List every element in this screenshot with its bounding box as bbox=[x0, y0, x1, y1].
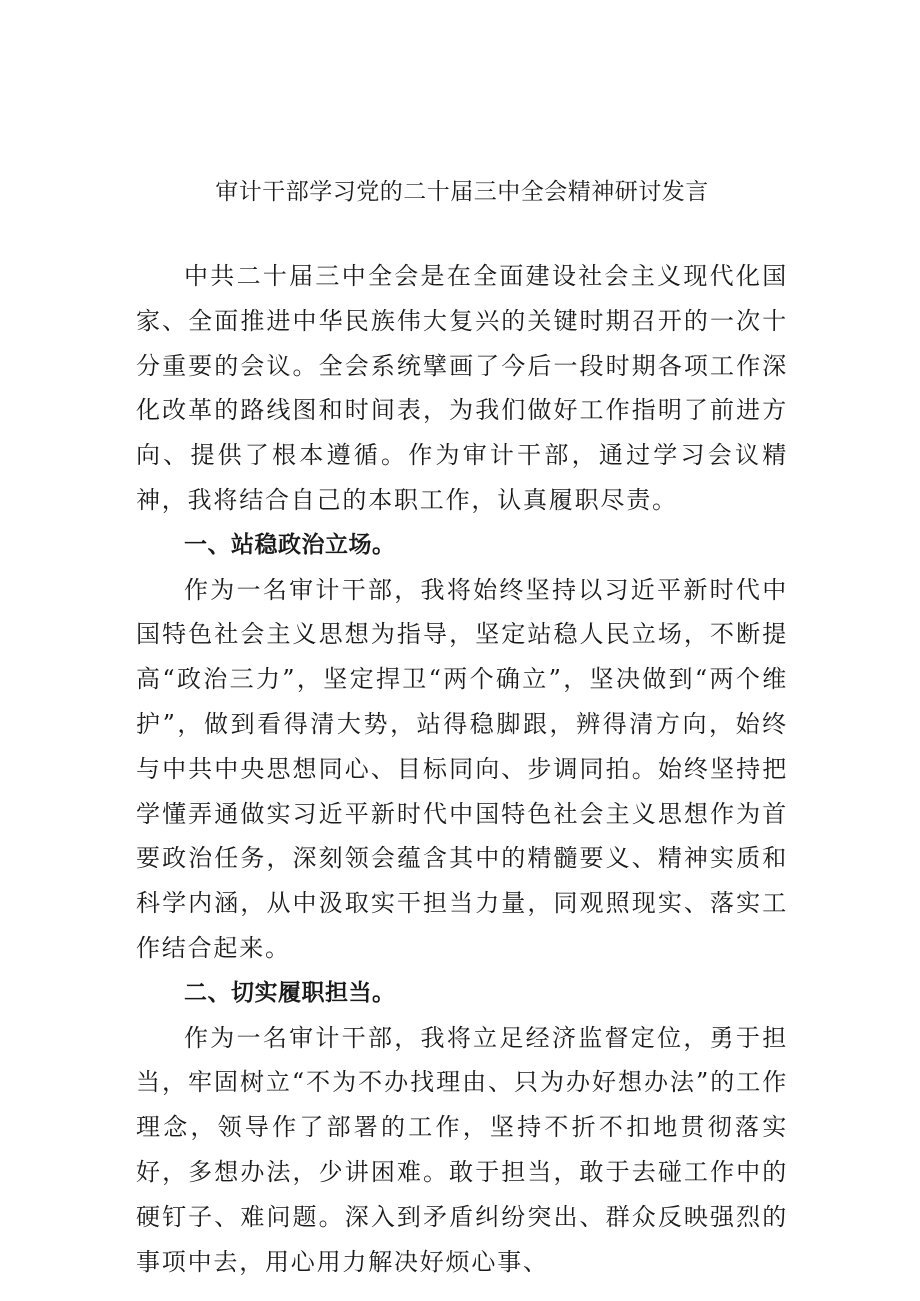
section-heading-2: 二、切实履职担当。 bbox=[184, 979, 396, 1006]
section-body-1: 作为一名审计干部，我将始终坚持以习近平新时代中国特色社会主义思想为指导，坚定站稳人民立场，不断提高“政治三力”，坚定捍卫“两个确立”，坚决做到“两个维护”，做到看得清大势，站得稳脚跟，辨得清方向，始终与中共中央思想同心、目标同向、步调同拍。始终坚持把学懂弄通做实习近平新时代中国特色社会主义思想作为首要政治任务，深刻领会蕴含其中的精髓要义、精神实质和科学内涵，从中汲取实干担当力量，同观照现实、落实工作结合起来。 bbox=[136, 575, 788, 962]
section-heading-1: 一、站稳政治立场。 bbox=[184, 531, 396, 558]
document-title: 审计干部学习党的二十届三中全会精神研讨发言 bbox=[215, 179, 709, 205]
section-body-2: 作为一名审计干部，我将立足经济监督定位，勇于担当，牢固树立“不为不办找理由、只为办好想办法”的工作理念，领导作了部署的工作，坚持不折不扣地贯彻落实好，多想办法，少讲困难。敢于担当，敢于去碰工作中的硬钉子、难问题。深入到矛盾纠纷突出、群众反映强烈的事项中去，用心用力解决好烦心事、 bbox=[136, 1023, 788, 1276]
intro-paragraph: 中共二十届三中全会是在全面建设社会主义现代化国家、全面推进中华民族伟大复兴的关键时期召开的一次十分重要的会议。全会系统擘画了今后一段时期各项工作深化改革的路线图和时间表，为我们做好工作指明了前进方向、提供了根本遵循。作为审计干部，通过学习会议精神，我将结合自己的本职工作，认真履职尽责。 bbox=[136, 262, 788, 514]
